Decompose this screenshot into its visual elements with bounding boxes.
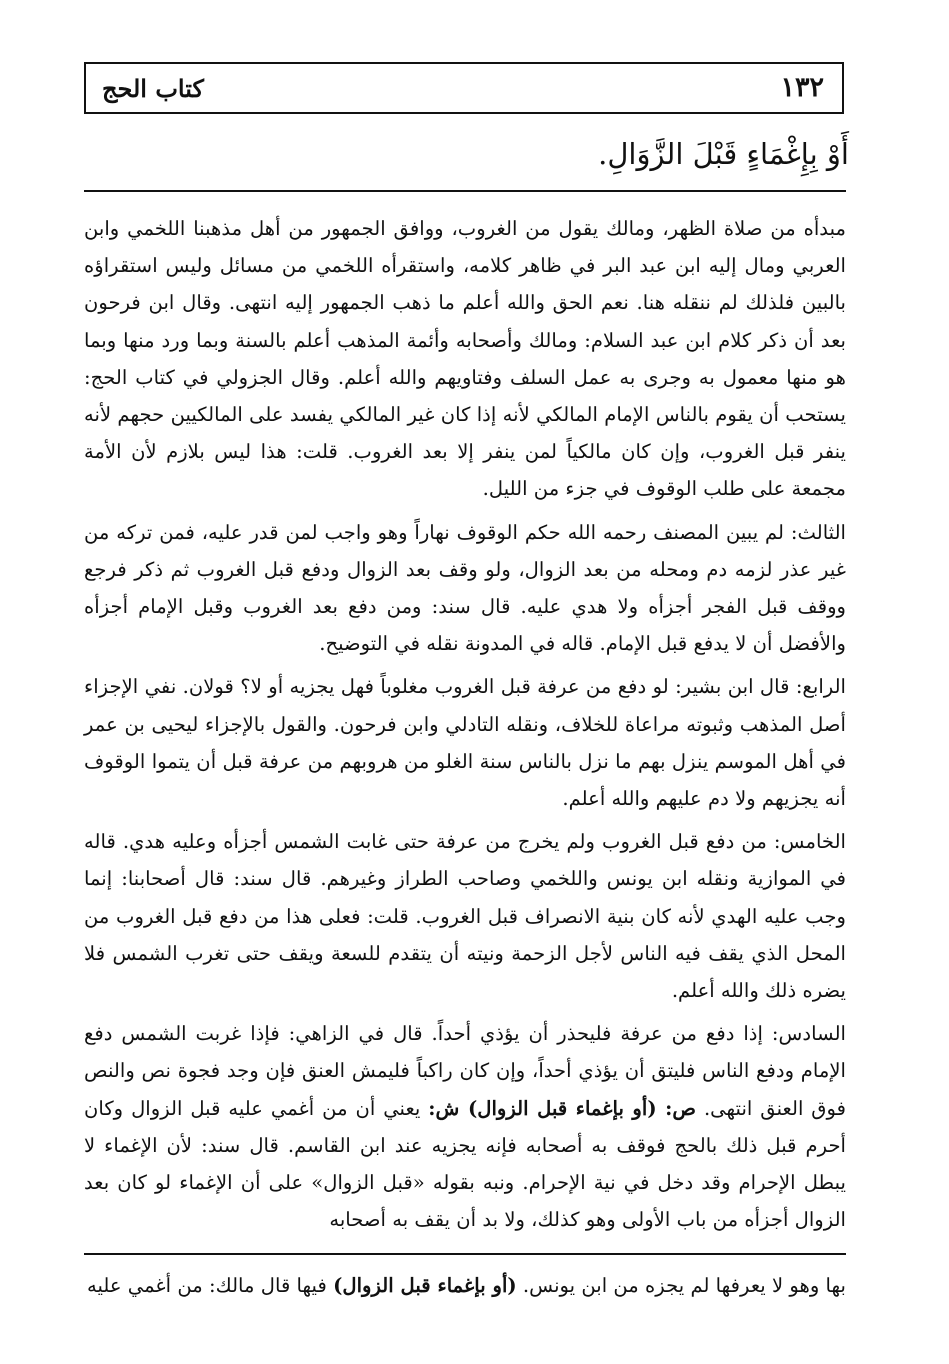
paragraph-sixth: [84, 1015, 846, 1238]
commentary-body: [84, 210, 846, 1244]
footnote-start: بها وهو لا يعرفها لم يجزه من ابن يونس.: [522, 1274, 846, 1297]
matn-quote-marker: ص: (أو بإغماء قبل الزوال) ش:: [428, 1096, 697, 1120]
paragraph-sixth-end: يعني أن من أغمي عليه قبل الزوال وكان أحرم قبل ذلك بالحج فوقف به أصحابه فإنه يجزيه عند ابن القاسم. قال سند: لأن الإغماء لا يبطل الإحرام وقد دخل في نية الإحرام. ونبه بقوله «قبل الزوال» على أن الإغماء لو كان بعد الزوال أجزأه من باب الأولى وهو كذلك، ولا بد أن يقف به أصحابه: [84, 1096, 846, 1232]
footnote-quote: (أو بإغماء قبل الزوال): [333, 1274, 517, 1297]
matn-text: أَوْ بِإِغْمَاءٍ قَبْلَ الزَّوَالِ.: [598, 137, 849, 171]
paragraph-fifth: الخامس: من دفع قبل الغروب ولم يخرج من عرفة حتى غابت الشمس أجزأه وعليه هدي. قاله في الموازية ونقله ابن يونس واللخمي وصاحب الطراز وغيرهم. قال سند: قال أصحابنا: إنما وجب عليه الهدي لأنه كان بنية الانصراف قبل الغروب. قلت: فعلى هذا من دفع قبل الغروب من المحل الذي يقف فيه الناس لأجل الزحمة ونيته أن يتقدم للسعة ويقف حتى تغرب الشمس فلا يضره ذلك والله أعلم.: [84, 830, 846, 1003]
divider-top: [84, 190, 846, 192]
page-header: [84, 62, 844, 114]
divider-bottom: [84, 1253, 846, 1255]
paragraph-sixth-start: السادس: إذا دفع من عرفة فليحذر أن يؤذي أحداً. قال في الزاهي: فإذا غربت الشمس دفع الإمام ودفع الناس فليتق أن يؤذي أحداً، وإن كان راكباً فليمش العنق فإن وجد فجوة نص والنص فوق العنق انتهى.: [84, 1022, 846, 1120]
book-title: كتاب الحج: [102, 74, 204, 103]
paragraph-intro: مبدأه من صلاة الظهر، ومالك يقول من الغروب، ووافق الجمهور من أهل مذهبنا اللخمي وابن العربي ومال إليه ابن عبد البر في ظاهر كلامه، واستقرأه اللخمي من مسائل وليس استقراؤه بالبين فلذلك لم ننقله هنا. نعم الحق والله أعلم ما ذهب الجمهور إليه انتهى. وقال ابن فرحون بعد أن ذكر كلام ابن عبد السلام: ومالك وأصحابه وأئمة المذهب أعلم بالسنة وبما ورد منها وبما هو منها معمول به وجرى به عمل السلف وفتاويهم والله أعلم. وقال الجزولي في كتاب الحج: يستحب أن يقوم بالناس الإمام المالكي لأنه إذا كان غير المالكي يفسد على المالكيين حجهم لأنه ينفر قبل الغروب، وإن كان مالكياً لمن ينفر إلا بعد الغروب. قلت: هذا ليس بلازم لأن الأمة مجمعة على طلب الوقوف في جزء من الليل.: [84, 217, 846, 501]
page-number: ١٣٢: [780, 72, 824, 103]
paragraph-third: الثالث: لم يبين المصنف رحمه الله حكم الوقوف نهاراً وهو واجب لمن قدر عليه، فمن تركه من غير عذر لزمه دم ومحله من بعد الزوال، ولو وقف بعد الزوال ودفع قبل الغروب ثم ذكر فرجع ووقف قبل الفجر أجزأه ولا هدي عليه. قال سند: ومن دفع بعد الغروب وقبل الإمام أجزأه والأفضل أن لا يدفع قبل الإمام. قاله في المدونة نقله في التوضيح.: [84, 520, 846, 656]
footnote-line: [84, 1268, 846, 1304]
footnote-end: فيها قال مالك: من أغمي عليه: [86, 1274, 327, 1297]
paragraph-fourth: الرابع: قال ابن بشير: لو دفع من عرفة قبل الغروب مغلوباً فهل يجزيه أو لا؟ قولان. نفي الإجزاء أصل المذهب وثبوته مراعاة للخلاف، ونقله التادلي وابن فرحون. والقول بالإجزاء ليحيى بن عمر في أهل الموسم ينزل بهم ما نزل بالناس سنة الغلو من هروبهم من عرفة قبل أن يتموا الوقوف أنه يجزيهم ولا دم عليهم والله أعلم.: [84, 675, 846, 811]
